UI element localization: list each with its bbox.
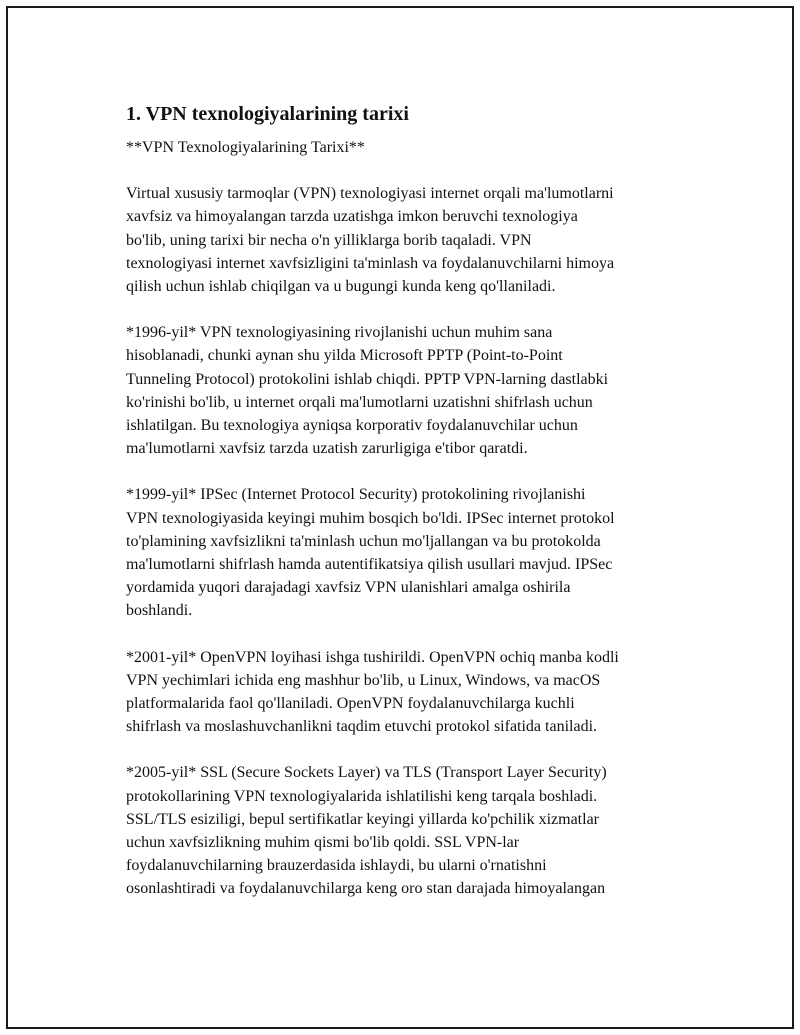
text-line: VPN yechimlari ichida eng mashhur bo'lib, u Linux, Windows, va macOS <box>126 671 601 689</box>
text-line: *1999-yil* IPSec (Internet Protocol Security) protokolining rivojlanishi <box>126 486 586 504</box>
text-line: bo'lib, uning tarixi bir necha o'n yilliklarga borib taqaladi. VPN <box>126 231 532 249</box>
text-line: *2005-yil* SSL (Secure Sockets Layer) va TLS (Transport Layer Security) <box>126 764 607 782</box>
text-line: Tunneling Protocol) protokolini ishlab chiqdi. PPTP VPN-larning dastlabki <box>126 370 609 388</box>
text-line: ko'rinishi bo'lib, u internet orqali ma'lumotlarni uzatishni shifrlash uchun <box>126 393 593 411</box>
paragraph <box>126 136 696 159</box>
text-line: protokollarining VPN texnologiyalarida ishlatilishi keng tarqala boshladi. <box>126 787 598 805</box>
text-line: *1996-yil* VPN texnologiyasining rivojlanishi uchun muhim sana <box>126 324 553 342</box>
text-line: shifrlash va moslashuvchanlikni taqdim etuvchi protokol sifatida taniladi. <box>126 718 598 736</box>
text-line: to'plamining xavfsizlikni ta'minlash uchun mo'ljallangan va bu protokolda <box>126 532 601 550</box>
text-line: osonlashtiradi va foydalanuvchilarga keng oro stan darajada himoyalangan <box>126 880 606 898</box>
text-line: boshlandi. <box>126 602 193 620</box>
paragraph-list <box>126 136 696 901</box>
text-line: ma'lumotlarni xavfsiz tarzda uzatish zarurligiga e'tibor qaratdi. <box>126 440 528 458</box>
text-line: yordamida yuqori darajadagi xavfsiz VPN ulanishlari amalga oshirila <box>126 579 571 597</box>
text-line: *2001-yil* OpenVPN loyihasi ishga tushirildi. OpenVPN ochiq manba kodli <box>126 648 619 666</box>
text-line: xavfsiz va himoyalangan tarzda uzatishga imkon beruvchi texnologiya <box>126 208 578 226</box>
text-line: **VPN Texnologiyalarining Tarixi** <box>126 139 365 156</box>
text-line: SSL/TLS esiziligi, bepul sertifikatlar keyingi yillarda ko'pchilik xizmatlar <box>126 810 599 828</box>
paragraph <box>126 321 696 460</box>
section-heading: 1. VPN texnologiyalarining tarixi <box>126 103 409 125</box>
text-line: hisoblanadi, chunki aynan shu yilda Microsoft PPTP (Point-to-Point <box>126 347 563 365</box>
page-border <box>6 6 794 1029</box>
text-line: foydalanuvchilarning brauzerdasida ishlaydi, bu ularni o'rnatishni <box>126 857 547 875</box>
text-line: qilish uchun ishlab chiqilgan va u bugungi kunda keng qo'llaniladi. <box>126 278 556 296</box>
text-line: ishlatilgan. Bu texnologiya ayniqsa korporativ foydalanuvchilar uchun <box>126 417 578 435</box>
text-line: ma'lumotlarni shifrlash hamda autentifikatsiya qilish usullari mavjud. IPSec <box>126 556 613 574</box>
text-line: texnologiyasi internet xavfsizligini ta'minlash va foydalanuvchilarni himoya <box>126 254 615 272</box>
paragraph <box>126 483 696 622</box>
paragraph <box>126 761 696 900</box>
text-line: Virtual xususiy tarmoqlar (VPN) texnologiyasi internet orqali ma'lumotlarni <box>126 185 614 203</box>
text-line: VPN texnologiyasida keyingi muhim bosqich bo'ldi. IPSec internet protokol <box>126 509 615 527</box>
text-line: uchun xavfsizlikning muhim qismi bo'lib qoldi. SSL VPN-lar <box>126 834 520 852</box>
text-line: platformalarida faol qo'llaniladi. OpenVPN foydalanuvchilarga kuchli <box>126 695 575 713</box>
paragraph <box>126 646 696 739</box>
paragraph <box>126 182 696 298</box>
document-body <box>126 100 696 924</box>
